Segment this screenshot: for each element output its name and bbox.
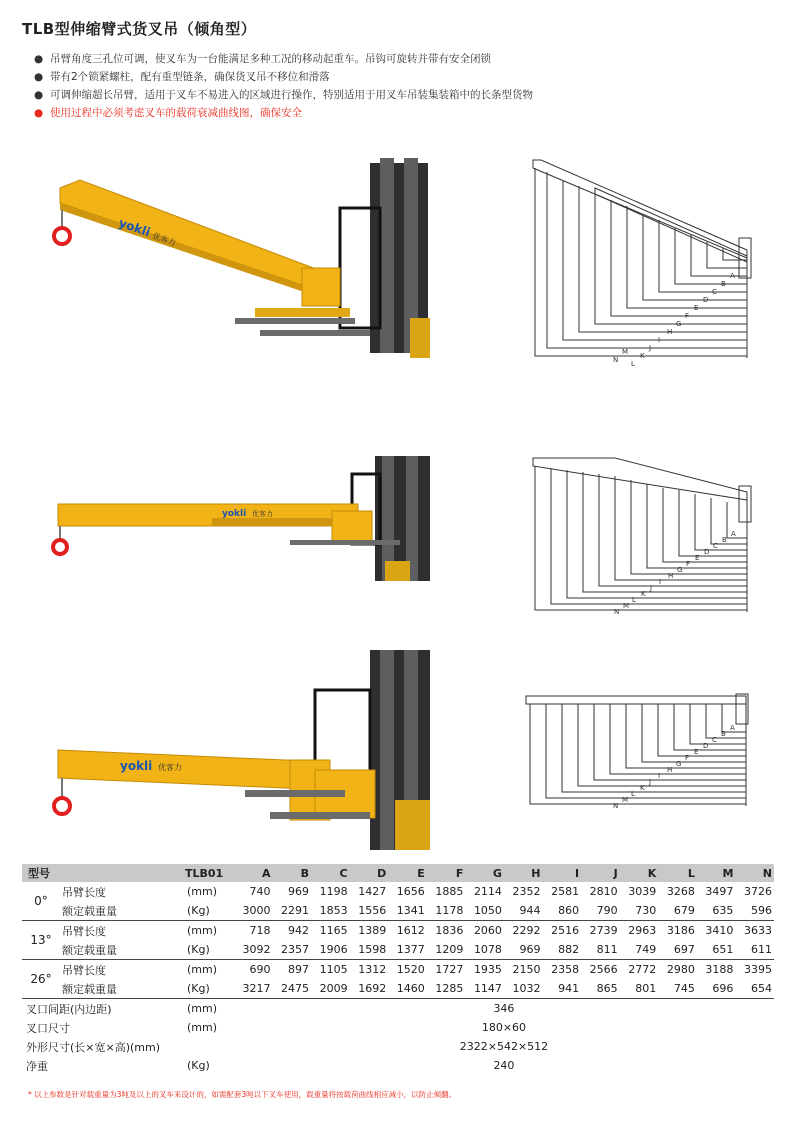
value-cell: 745 <box>673 982 695 995</box>
value-cell: 730 <box>635 904 657 917</box>
column-header: D <box>377 866 387 880</box>
value-cell: 3039 <box>628 885 657 898</box>
dimension-label: E <box>694 304 699 312</box>
dimension-label: K <box>640 784 645 792</box>
dimension-diagram-declined <box>522 690 772 812</box>
column-header: J <box>613 866 618 880</box>
unit-label: (Kg) <box>187 1059 210 1072</box>
value-cell: 1836 <box>427 921 466 941</box>
item-label: 吊臂长度 <box>60 921 183 941</box>
value-cell: 3188 <box>697 960 736 980</box>
unit-label: (mm) <box>187 885 218 898</box>
dimension-label: B <box>721 730 726 738</box>
unit-label: (mm) <box>187 1021 218 1034</box>
dimension-label: C <box>712 736 717 744</box>
value-cell: 3726 <box>744 885 772 898</box>
table-row <box>22 960 774 980</box>
bullet-icon: ● <box>34 53 44 65</box>
dimension-label: B <box>721 280 726 288</box>
spec-label: 叉口间距(内边距) <box>22 999 183 1019</box>
angle-cell: 0° <box>34 894 48 908</box>
dimension-label: D <box>703 296 709 304</box>
dimension-label: H <box>668 572 674 580</box>
table-row <box>22 979 774 999</box>
value-cell: 718 <box>234 921 273 941</box>
value-cell: 651 <box>712 943 734 956</box>
dimension-label: C <box>712 288 717 296</box>
spec-table <box>22 864 774 1075</box>
brand-logo-cn: 优客力 <box>158 763 182 772</box>
dimension-label: F <box>686 560 691 568</box>
value-cell: 2980 <box>658 960 697 980</box>
value-cell: 882 <box>558 943 580 956</box>
value-cell: 944 <box>519 904 541 917</box>
dimension-label: K <box>641 590 646 598</box>
brand-logo: yokli <box>120 759 153 773</box>
unit-label <box>183 1037 234 1056</box>
dimension-label: F <box>685 754 690 762</box>
dimension-label: I <box>658 772 661 780</box>
dimension-label: G <box>676 760 682 768</box>
spec-value: 2322×542×512 <box>459 1040 549 1053</box>
item-label: 额定载重量 <box>62 943 117 957</box>
value-cell: 611 <box>751 943 772 956</box>
value-cell: 2772 <box>620 960 659 980</box>
dimension-label: C <box>713 542 718 550</box>
spec-label: 叉口尺寸 <box>26 1021 70 1035</box>
dimension-label: J <box>650 584 653 592</box>
brand-logo-cn: 优客力 <box>252 510 273 518</box>
value-cell: 3497 <box>705 885 734 898</box>
dimension-label: B <box>722 536 727 544</box>
value-cell: 1165 <box>311 921 350 941</box>
item-label: 额定载重量 <box>62 904 117 918</box>
value-cell: 654 <box>751 982 772 995</box>
value-cell: 897 <box>272 960 311 980</box>
boom-photo-inclined <box>40 158 430 358</box>
unit-label: (Kg) <box>187 904 210 917</box>
unit-label: (mm) <box>183 960 234 980</box>
value-cell: 3092 <box>242 943 271 956</box>
table-row <box>22 921 774 941</box>
value-cell: 2581 <box>551 885 580 898</box>
value-cell: 3633 <box>735 921 774 941</box>
page-title: TLB型伸缩臂式货叉吊（倾角型） <box>22 20 257 38</box>
value-cell: 1050 <box>473 904 502 917</box>
dimension-label: G <box>676 320 682 328</box>
value-cell: 1656 <box>396 885 425 898</box>
value-cell: 2963 <box>620 921 659 941</box>
value-cell: 1198 <box>319 885 348 898</box>
value-cell: 1935 <box>465 960 504 980</box>
dimension-label: K <box>640 352 645 360</box>
table-header-row <box>22 864 774 882</box>
bullet-icon: ● <box>34 71 44 83</box>
value-cell: 2566 <box>581 960 620 980</box>
value-cell: 3217 <box>242 982 271 995</box>
column-header: K <box>647 866 657 880</box>
value-cell: 3395 <box>735 960 774 980</box>
value-cell: 2292 <box>504 921 543 941</box>
dimension-diagram-inclined <box>525 158 775 370</box>
column-header: TLB01 <box>185 866 224 880</box>
brand-logo: yokli <box>117 215 153 240</box>
value-cell: 3268 <box>666 885 695 898</box>
value-cell: 941 <box>558 982 580 995</box>
column-header: C <box>339 866 348 880</box>
dimension-label: D <box>703 742 709 750</box>
value-cell: 1312 <box>350 960 389 980</box>
table-row <box>22 882 774 901</box>
value-cell: 790 <box>596 904 618 917</box>
column-header: M <box>722 866 734 880</box>
table-row <box>22 901 774 921</box>
value-cell: 1389 <box>350 921 389 941</box>
value-cell: 1377 <box>396 943 425 956</box>
value-cell: 1598 <box>358 943 387 956</box>
dimension-label: D <box>704 548 710 556</box>
value-cell: 860 <box>558 904 580 917</box>
value-cell: 2060 <box>465 921 504 941</box>
value-cell: 690 <box>234 960 273 980</box>
value-cell: 811 <box>596 943 618 956</box>
dimension-label: N <box>613 356 619 364</box>
column-header: G <box>492 866 502 880</box>
table-row <box>22 999 774 1019</box>
unit-label: (mm) <box>183 999 234 1019</box>
value-cell: 2352 <box>512 885 541 898</box>
value-cell: 2516 <box>543 921 582 941</box>
column-header: E <box>417 866 425 880</box>
dimension-label: M <box>622 796 629 804</box>
value-cell: 1105 <box>311 960 350 980</box>
footnote: * 以上参数是针对载重量为3吨及以上的叉车来设计的，如需配套3吨以下叉车使用，载重量将按载荷曲线相应减小，以防止倾翻。 <box>28 1090 457 1099</box>
column-header: N <box>762 866 772 880</box>
dimension-label: L <box>632 596 636 604</box>
column-header: I <box>575 866 580 880</box>
value-cell: 969 <box>519 943 541 956</box>
value-cell: 3186 <box>658 921 697 941</box>
dimension-label: E <box>694 748 699 756</box>
value-cell: 1147 <box>473 982 502 995</box>
brand-logo: yokli <box>222 509 247 519</box>
value-cell: 2150 <box>504 960 543 980</box>
boom-photo-horizontal <box>40 456 430 586</box>
unit-label: (mm) <box>183 921 234 941</box>
value-cell: 1727 <box>427 960 466 980</box>
feature-item: ● 吊臂角度三孔位可调，使叉车为一台能满足多种工况的移动起重车。吊钩可旋转并带有安全闭锁 <box>34 50 774 68</box>
value-cell: 865 <box>596 982 618 995</box>
table-row <box>22 1018 774 1037</box>
bullet-icon: ● <box>34 107 44 119</box>
dimension-label: A <box>731 530 736 538</box>
dimension-label: M <box>622 348 629 356</box>
spec-table-body <box>22 882 774 1075</box>
dimension-label: A <box>730 724 735 732</box>
dimension-label: E <box>695 554 700 562</box>
dimension-label: I <box>659 578 662 586</box>
dimension-diagram-horizontal <box>525 452 775 617</box>
dimension-label: F <box>685 312 690 320</box>
value-cell: 1692 <box>358 982 387 995</box>
dimension-label: L <box>631 360 635 368</box>
value-cell: 697 <box>673 943 695 956</box>
boom-photo-declined <box>40 650 430 855</box>
value-cell: 2810 <box>589 885 618 898</box>
spec-value: 240 <box>493 1059 515 1072</box>
dimension-label: H <box>667 766 673 774</box>
value-cell: 1209 <box>435 943 464 956</box>
bullet-icon: ● <box>34 89 44 101</box>
value-cell: 1853 <box>319 904 348 917</box>
value-cell: 749 <box>635 943 657 956</box>
value-cell: 3000 <box>242 904 271 917</box>
value-cell: 1906 <box>319 943 348 956</box>
value-cell: 679 <box>673 904 695 917</box>
spec-label: 净重 <box>26 1059 48 1073</box>
value-cell: 2475 <box>281 982 310 995</box>
column-header: A <box>261 866 271 880</box>
angle-cell: 13° <box>22 921 60 960</box>
value-cell: 1078 <box>473 943 502 956</box>
value-cell: 3410 <box>697 921 736 941</box>
dimension-label: M <box>623 602 630 610</box>
column-header: B <box>300 866 310 880</box>
dimension-label: A <box>730 272 735 280</box>
column-header: H <box>531 866 541 880</box>
value-cell: 696 <box>712 982 734 995</box>
value-cell: 1612 <box>388 921 427 941</box>
item-label: 吊臂长度 <box>62 885 106 899</box>
column-header: F <box>455 866 464 880</box>
value-cell: 1032 <box>512 982 541 995</box>
table-row <box>22 940 774 960</box>
value-cell: 942 <box>272 921 311 941</box>
spec-label: 外形尺寸(长×宽×高)(mm) <box>26 1040 161 1054</box>
dimension-label: I <box>658 336 661 344</box>
column-header: L <box>687 866 695 880</box>
item-label: 额定载重量 <box>62 982 117 996</box>
spec-value: 180×60 <box>481 1021 527 1034</box>
dimension-label: G <box>677 566 683 574</box>
item-label: 吊臂长度 <box>60 960 183 980</box>
unit-label: (Kg) <box>187 943 210 956</box>
value-cell: 1178 <box>435 904 464 917</box>
dimension-label: J <box>649 344 652 352</box>
value-cell: 801 <box>635 982 657 995</box>
value-cell: 596 <box>751 904 772 917</box>
dimension-label: L <box>631 790 635 798</box>
value-cell: 1885 <box>435 885 464 898</box>
value-cell: 2009 <box>319 982 348 995</box>
value-cell: 1556 <box>358 904 387 917</box>
value-cell: 2114 <box>473 885 502 898</box>
unit-label: (Kg) <box>187 982 210 995</box>
dimension-label: N <box>614 608 620 616</box>
feature-item: ● 带有2个锁紧螺柱，配有重型链条，确保货叉吊不移位和滑落 <box>34 68 774 86</box>
value-cell: 2739 <box>581 921 620 941</box>
value-cell: 1460 <box>396 982 425 995</box>
feature-item: ● 可调伸缩超长吊臂，适用于叉车不易进入的区域进行操作，特别适用于用叉车吊装集装箱中的长条型货物 <box>34 86 774 104</box>
value-cell: 1341 <box>396 904 425 917</box>
safety-warning: ● 使用过程中必须考虑叉车的载荷衰减曲线图，确保安全 <box>34 104 774 122</box>
dimension-label: H <box>667 328 673 336</box>
feature-list <box>34 50 774 122</box>
column-header: 型号 <box>28 867 50 880</box>
brand-logo-cn: 优客力 <box>151 231 177 248</box>
dimension-label: N <box>613 802 619 810</box>
value-cell: 1520 <box>388 960 427 980</box>
dimension-label: J <box>649 778 652 786</box>
value-cell: 2358 <box>543 960 582 980</box>
value-cell: 2291 <box>281 904 310 917</box>
value-cell: 1285 <box>435 982 464 995</box>
table-row <box>22 1056 774 1075</box>
spec-value: 346 <box>234 999 774 1019</box>
angle-cell: 26° <box>22 960 60 999</box>
value-cell: 740 <box>249 885 271 898</box>
table-row <box>22 1037 774 1056</box>
value-cell: 969 <box>288 885 310 898</box>
value-cell: 1427 <box>358 885 387 898</box>
value-cell: 2357 <box>281 943 310 956</box>
value-cell: 635 <box>712 904 734 917</box>
